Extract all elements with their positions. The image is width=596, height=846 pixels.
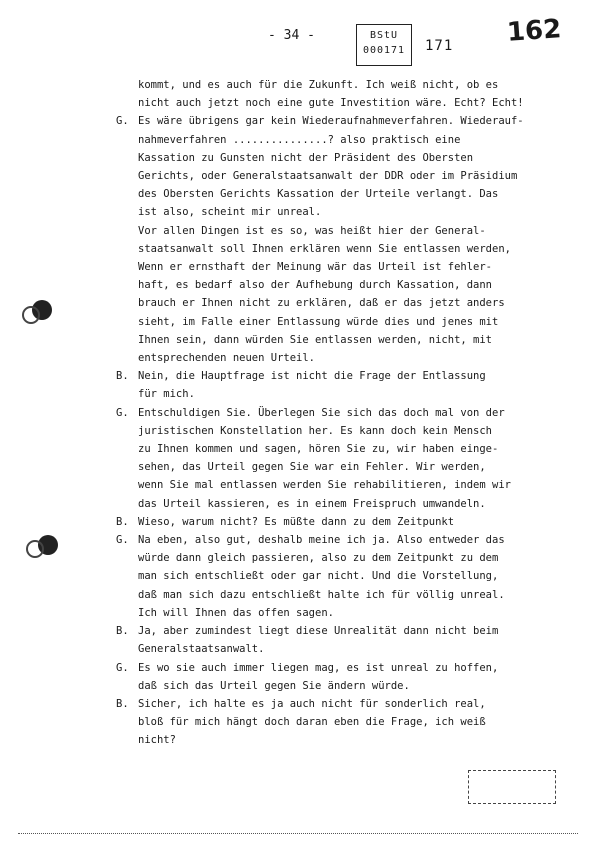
line-text: staatsanwalt soll Ihnen erklären wenn Sie entlassen werden, [138, 242, 511, 255]
line-text: brauch er Ihnen nicht zu erklären, daß er das jetzt anders [138, 297, 505, 310]
transcript-line [118, 94, 578, 112]
transcript-line [118, 476, 578, 494]
line-text: Es wäre übrigens gar kein Wiederaufnahmeverfahren. Wiederauf- [138, 115, 524, 128]
speaker-marker: B. [116, 625, 129, 638]
transcript-line [118, 185, 578, 203]
line-text: man sich entschließt oder gar nicht. Und die Vorstellung, [138, 570, 499, 583]
line-text: nicht auch jetzt noch eine gute Investition wäre. Echt? Echt! [138, 97, 524, 110]
line-text: Nein, die Hauptfrage ist nicht die Frage der Entlassung [138, 370, 486, 383]
line-text: für mich. [138, 388, 195, 401]
transcript-line [118, 76, 578, 94]
line-text: entsprechenden neuen Urteil. [138, 352, 316, 365]
line-text: Es wo sie auch immer liegen mag, es ist unreal zu hoffen, [138, 661, 499, 674]
speaker-marker: B. [116, 370, 129, 383]
speaker-marker: G. [116, 661, 129, 674]
transcript-line [118, 731, 578, 749]
line-text: haft, es bedarf also der Aufhebung durch Kassation, dann [138, 279, 493, 292]
transcript-line [118, 422, 578, 440]
transcript-line [118, 604, 578, 622]
line-text: sieht, im Falle einer Entlassung würde dies und jenes mit [138, 315, 499, 328]
transcript-line [118, 276, 578, 294]
transcript-line [118, 531, 578, 549]
line-text: kommt, und es auch für die Zukunft. Ich weiß nicht, ob es [138, 79, 499, 91]
line-text: Ich will Ihnen das offen sagen. [138, 606, 334, 619]
transcript-line [118, 112, 578, 130]
transcript-line [118, 440, 578, 458]
transcript-line [118, 513, 578, 531]
line-text: zu Ihnen kommen und sagen, hören Sie zu, wir haben einge- [138, 443, 499, 456]
transcript-line [118, 622, 578, 640]
line-text: wenn Sie mal entlassen werden Sie rehabilitieren, indem wir [138, 479, 511, 492]
stamp-number: 000171 [362, 45, 406, 56]
line-text: des Obersten Gerichts Kassation der Urteile verlangt. Das [138, 188, 499, 201]
transcript-line [118, 385, 578, 403]
line-text: Kassation zu Gunsten nicht der Präsident des Obersten [138, 151, 474, 164]
transcript-line [118, 713, 578, 731]
transcript-line [118, 203, 578, 221]
transcript-line [118, 586, 578, 604]
transcript-line [118, 695, 578, 713]
handwritten-folio-number: 162 [506, 14, 563, 48]
line-text: Ja, aber zumindest liegt diese Unrealität dann nicht beim [138, 625, 499, 638]
transcript-line [118, 659, 578, 677]
line-text: das Urteil kassieren, es in einem Freispruch umwandeln. [138, 497, 486, 510]
line-text: nahmeverfahren ...............? also praktisch eine [138, 133, 461, 146]
line-text: Generalstaatsanwalt. [138, 643, 265, 656]
transcript-line [118, 404, 578, 422]
line-text: Wieso, warum nicht? Es müßte dann zu dem Zeitpunkt [138, 515, 455, 528]
line-text: Entschuldigen Sie. Überlegen Sie sich das doch mal von der [138, 406, 505, 419]
line-text: juristischen Konstellation her. Es kann doch kein Mensch [138, 424, 493, 437]
line-text: ist also, scheint mir unreal. [138, 206, 322, 219]
transcript-body [118, 76, 578, 750]
archive-number: 171 [425, 38, 454, 54]
line-text: Gerichts, oder Generalstaatsanwalt der DDR oder im Präsidium [138, 170, 518, 183]
line-text: Wenn er ernsthaft der Meinung wär das Urteil ist fehler- [138, 261, 493, 274]
transcript-line [118, 258, 578, 276]
transcript-line [118, 349, 578, 367]
stamp-label: BStU [369, 30, 399, 41]
archive-stamp [356, 24, 412, 66]
transcript-line [118, 331, 578, 349]
punch-hole-ring [22, 306, 40, 324]
line-text: daß man sich dazu entschließt halte ich für völlig unreal. [138, 588, 505, 601]
stamp-box [468, 770, 556, 804]
line-text: Na eben, also gut, deshalb meine ich ja. Also entweder das [138, 534, 505, 547]
line-text: Vor allen Dingen ist es so, was heißt hier der General- [138, 224, 486, 237]
speaker-marker: G. [116, 406, 129, 419]
transcript-line [118, 167, 578, 185]
transcript-line [118, 677, 578, 695]
line-text: Sicher, ich halte es ja auch nicht für sonderlich real, [138, 697, 486, 710]
bottom-dotted-line [18, 833, 578, 834]
transcript-line [118, 131, 578, 149]
transcript-line [118, 495, 578, 513]
line-text: bloß für mich hängt doch daran eben die Frage, ich weiß [138, 716, 486, 729]
transcript-line [118, 549, 578, 567]
transcript-line [118, 294, 578, 312]
transcript-line [118, 367, 578, 385]
line-text: Ihnen sein, dann würden Sie entlassen werden, nicht, mit [138, 333, 493, 346]
speaker-marker: G. [116, 115, 129, 128]
page-number: - 34 - [268, 28, 315, 43]
line-text: daß sich das Urteil gegen Sie ändern würde. [138, 679, 410, 692]
speaker-marker: B. [116, 515, 129, 528]
transcript-line [118, 640, 578, 658]
speaker-marker: B. [116, 697, 129, 710]
transcript-line [118, 567, 578, 585]
line-text: würde dann gleich passieren, also zu dem Zeitpunkt zu dem [138, 552, 499, 565]
transcript-line [118, 222, 578, 240]
line-text: sehen, das Urteil gegen Sie war ein Fehler. Wir werden, [138, 461, 486, 474]
line-text: nicht? [138, 734, 176, 747]
punch-hole-ring [26, 540, 44, 558]
transcript-line [118, 149, 578, 167]
transcript-line [118, 313, 578, 331]
transcript-line [118, 458, 578, 476]
speaker-marker: G. [116, 534, 129, 547]
transcript-line [118, 240, 578, 258]
